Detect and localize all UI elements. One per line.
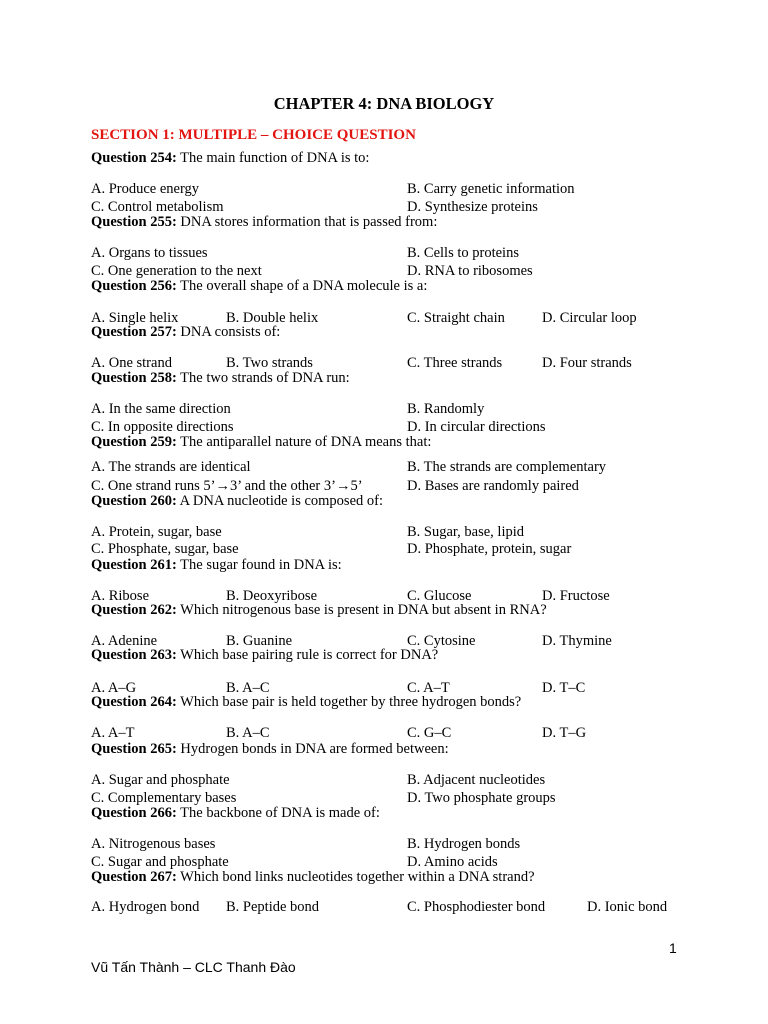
answer-option: A. Ribose [91,588,149,604]
question-stem [91,557,342,574]
answer-option: C. One generation to the next [91,263,262,279]
question-stem [91,214,437,231]
question-number: Question 261: [91,557,177,573]
answer-option: A. Protein, sugar, base [91,524,222,540]
answer-option: B. A–C [226,680,270,696]
question-number: Question 260: [91,493,177,509]
question-stem [91,869,535,886]
answer-option: B. Double helix [226,310,319,326]
answer-option: A. A–T [91,725,135,741]
answer-option: B. Hydrogen bonds [407,836,521,852]
answer-option: B. Two strands [226,355,313,371]
answer-option: C. In opposite directions [91,419,234,435]
question-number: Question 265: [91,741,177,757]
answer-option: C. Phosphate, sugar, base [91,541,239,557]
footer-author: Vũ Tấn Thành – CLC Thanh Đào [91,959,296,975]
answer-option: B. Randomly [407,401,485,417]
answer-option: D. Amino acids [407,854,498,870]
question-text: DNA stores information that is passed from: [176,214,438,230]
question-stem [91,324,280,341]
question-number: Question 254: [91,150,177,166]
answer-option: C. Straight chain [407,310,505,326]
question-text: Hydrogen bonds in DNA are formed between: [176,741,449,757]
answer-option: B. Peptide bond [226,899,320,915]
answer-option: D. Circular loop [542,310,637,326]
question-text: The overall shape of a DNA molecule is a: [176,278,428,294]
answer-option: B. A–C [226,725,270,741]
question-stem [91,493,383,510]
answer-option: C. Complementary bases [91,790,237,806]
question-stem [91,647,438,664]
answer-option: D. Ionic bond [587,899,668,915]
answer-option: D. Four strands [542,355,632,371]
answer-option: B. Guanine [226,633,293,649]
section-heading: SECTION 1: MULTIPLE – CHOICE QUESTION [91,127,416,143]
answer-option: C. Three strands [407,355,503,371]
answer-option: D. Phosphate, protein, sugar [407,541,572,557]
question-number: Question 262: [91,602,177,618]
question-stem [91,150,369,167]
answer-option: D. Two phosphate groups [407,790,556,806]
chapter-title: CHAPTER 4: DNA BIOLOGY [273,94,495,113]
answer-option: D. In circular directions [407,419,546,435]
answer-option: D. T–G [542,725,587,741]
question-number: Question 256: [91,278,177,294]
answer-option: A. Produce energy [91,181,200,197]
question-stem [91,278,427,295]
answer-option: D. Bases are randomly paired [407,478,579,494]
answer-option: D. Fructose [542,588,610,604]
answer-option: A. Organs to tissues [91,245,208,261]
question-text: DNA consists of: [176,324,281,340]
answer-option: C. Cytosine [407,633,476,649]
answer-option: C. Sugar and phosphate [91,854,229,870]
answer-option: C. A–T [407,680,450,696]
question-number: Question 263: [91,647,177,663]
question-text: The sugar found in DNA is: [176,557,342,573]
answer-option: C. Control metabolism [91,199,224,215]
answer-option: B. Adjacent nucleotides [407,772,546,788]
answer-option: D. Synthesize proteins [407,199,538,215]
question-stem [91,694,521,711]
question-text: The antiparallel nature of DNA means that: [176,434,432,450]
answer-option: D. T–C [542,680,586,696]
question-number: Question 258: [91,370,177,386]
answer-option: A. Nitrogenous bases [91,836,216,852]
question-text: Which nitrogenous base is present in DNA but absent in RNA? [176,602,547,618]
question-number: Question 266: [91,805,177,821]
answer-option: B. Cells to proteins [407,245,519,261]
answer-option: A. Adenine [91,633,158,649]
answer-option: A. A–G [91,680,137,696]
question-stem [91,602,547,619]
answer-option: A. Single helix [91,310,179,326]
question-text: Which bond links nucleotides together within a DNA strand? [176,869,535,885]
question-number: Question 255: [91,214,177,230]
answer-option: B. The strands are complementary [407,459,607,475]
question-text: The main function of DNA is to: [176,150,370,166]
question-text: Which base pair is held together by three hydrogen bonds? [176,694,522,710]
question-stem [91,805,380,822]
question-text: The backbone of DNA is made of: [176,805,380,821]
question-text: Which base pairing rule is correct for DNA? [176,647,439,663]
question-stem [91,370,350,387]
question-text: A DNA nucleotide is composed of: [176,493,383,509]
question-text: The two strands of DNA run: [176,370,350,386]
answer-option: A. In the same direction [91,401,231,417]
answer-option: C. Phosphodiester bond [407,899,546,915]
answer-option: C. Glucose [407,588,472,604]
answer-option: A. The strands are identical [91,459,251,475]
question-number: Question 257: [91,324,177,340]
answer-option: A. Sugar and phosphate [91,772,230,788]
question-stem [91,434,431,451]
question-stem [91,741,449,758]
answer-option: C. G–C [407,725,452,741]
answer-option: B. Sugar, base, lipid [407,524,525,540]
answer-option: C. One strand runs 5’→3’ and the other 3’→5’ [91,478,363,494]
answer-option: A. Hydrogen bond [91,899,200,915]
question-number: Question 259: [91,434,177,450]
answer-option: D. RNA to ribosomes [407,263,533,279]
question-number: Question 267: [91,869,177,885]
answer-option: D. Thymine [542,633,612,649]
answer-option: A. One strand [91,355,172,371]
answer-option: B. Deoxyribose [226,588,318,604]
page-number: 1 [669,940,677,956]
answer-option: B. Carry genetic information [407,181,575,197]
question-number: Question 264: [91,694,177,710]
